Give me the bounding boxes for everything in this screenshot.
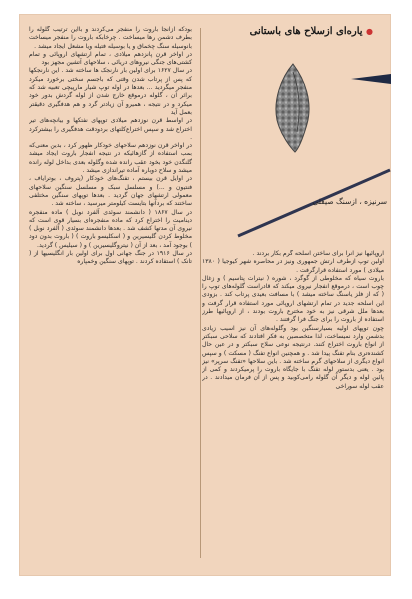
figure-caption: سرنیزه ، ازسنگ صیقلی [312,197,387,206]
title-bullet: ● [366,26,373,36]
right-column-text: اروپائیها نیز آنرا برای ساختن اسلحه گرم بکار بردند . اولین توپ ازطرف ارتش جمهوری ونیز در محاصره شهر کیوجیا ( ۱۳۸۰ میلادی ) مورد استفاده قرارگرفت . باروت سیاه که مخلوطی از گوگرد ، شوره ( نیترات پتاسیم ) و زغال چوب است ، درموقع انفجار نیروی میکند که قادراست گلوله‌های توپ را ( که از فلز یاسنگ ساخته میشد ) با مسافت بعیدی پرتاب کند . بزودی این اسلحه جدید در تمام ارتشهای اروپائی مورد استفاده قرار گرفت و بعدها ملل شرقی نیز به خود مخترع باروت بودند ، از اروپائیها طرز استفاده از باروت را برای جنگ فرا گرفتند . چون توپهای اولیه بسیارسنگین بود وگلوله‌های آن نیز اسیب زیادی بدشمن وارد نمیساخت، لذا متخصصین به فکر افتادند که سلاحی سبکتر از انواع باروت اختراع کنند. درنتیجه نوعی سلاح سبکتر و در عین حال کشنده‌تری بنام تفنگ پیدا شد . و همچنین انواع تفنگ ( مسکت ) و سپس انواع دیگری از سلاحهای گرم ساخته شد . باین سلاحها «تفنگ سرپر» نیز بود . یعنی بدستور لوله تفنگ با جایگاه باروت را پرمیکردند و کمی از پائین لوله و دیگر آن گلوله رامی‌کوبید و پس از آن فرمان میدادند . در عقب لوله سوراخی [202,250,384,390]
article-title [203,26,373,37]
magazine-page [19,14,391,576]
title-text: یاره‌ای ازسلاح های باستانی [249,26,363,37]
left-column-text: بودکه ازآنجا باروت را منفجر می‌کردند و بااین ترتیب گلوله را بطرف دشمن رها میساخت . چرخابکه باروت را منفجر میساخت بانوسیله سنگ چخماق و یا بوسیله فتیله ویا مشعل ایجاد میشد . در اواخر قرن پانزدهم میلادی ، تمام ارتشهای اروپائی و تمام کشتی‌های جنگی نیروهای دریائی ، سلاحهای آتشین مجهز بود در سال ۱۶۲۷ برای اولین بار نارنجک ها ساخته شد . این نارنجکها که پس از پرتاب شدن وقتی که باجسم سختی برخورد میکرد منفجر میگردید ... بعدها در اوله توپ شیار مارپیچی تعبیه شد که براثر آن ، گلوله درموقع خارج شدن از لوله گردش بدور خود میکرد و در نتیجه ، همیرو آن زیادتر گرد و هم هدفگیری دقیقتر بعمل آید در اواسط قرن نوزدهم میلادی توپهای نفتکها و بیانچه‌های تیر اختراع شد و سپس اختراع‌کلتهای بردودقت هدفگیری را بیشترکرد . در اواخر قرن نوزدهم سلاحهای خودکار ظهور کرد ، بدین معنی‌که بمب استفاده از گازهائیکه در نتیجه انفجار باروت ایجاد میشد گلنگدن خود بخود عقب رانده شده وگلوله بعدی بداخل لوله رانده میشد و سلاح دوباره آماده تیراندازی میشد . در اوایل قرن بیستم ، تفنگ‌های خودکار (پتروف ، بوترایاف ، فنتیون و ...) و مسلسل سبک و مسلسل سنگین سلاحهای معمولی ارتشهای جهان گردید . بعدها توپهای سنگین مختلفی ساختند که بردآنها بتایست کیلومتر میرسید ، ساخته شد . در سال ۱۸۶۷ ( دانشمند سوئدی آلفرد نوبل ) ماده منفجره دینامیت را اختراع کرد که ماده منفجره‌ای بسیار قوی است که نیروی آن مدتها کشف شد . بعدها دانشمند سوئدی ( آلفرد نوبل ) مخلوط کردن گلیسیرین و ( اسکلیسو باروت ) ( باروت بدون دود ) بوجود آمد ، بعد از آن ( نیتروگلیسیرین ) و ( سیلیس ) گردید. در سال ۱۹۱۶ در جنگ جهانی اول برای اولین بار انگلیسیها از ( تانک ) استفاده کردند . توپهای سنگین وخمپاره [29,26,192,266]
spear-tip-icon [351,72,391,86]
column-divider [200,28,201,558]
stone-spearhead-icon [269,62,317,154]
